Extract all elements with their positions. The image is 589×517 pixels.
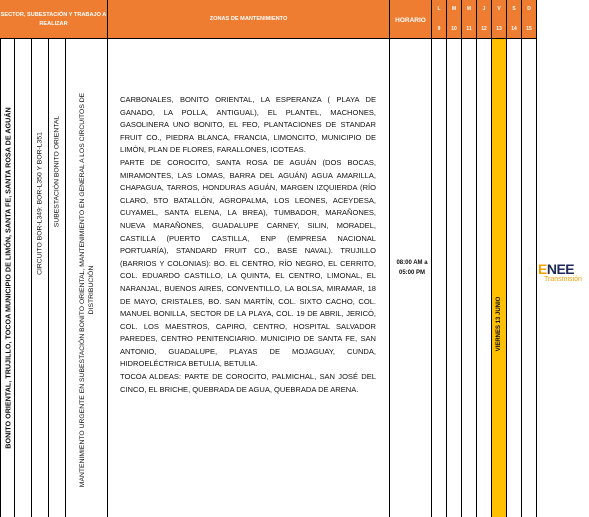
cell-day-martes xyxy=(447,39,462,517)
header-day-martes xyxy=(447,0,462,39)
enee-logo xyxy=(538,262,589,286)
dia-label: VIERNES 13 JUNIO xyxy=(496,296,502,352)
cell-day-jueves xyxy=(477,39,492,517)
header-zonas: ZONAS DE MANTENIMIENTO xyxy=(108,0,390,39)
day-letter: S xyxy=(512,6,516,12)
day-number: 9 xyxy=(437,26,441,32)
cell-empty-divider xyxy=(15,39,32,517)
sector-text: BONITO ORIENTAL, TRUJILLO, TOCOA MUNICIPIO DE LIMÓN, SANTA FE, SANTA ROSA DE AGUÁN xyxy=(3,107,12,449)
day-letter: V xyxy=(497,6,501,12)
day-letter: J xyxy=(482,6,486,12)
cell-horario xyxy=(390,39,432,517)
cell-circuito xyxy=(32,39,49,517)
day-number: 15 xyxy=(526,26,532,32)
subestacion-text: SUBESTACIÓN BONITO ORIENTAL xyxy=(53,115,61,228)
cell-day-lunes xyxy=(432,39,447,517)
day-letter: M xyxy=(451,6,457,12)
horario-fin: 05:00 PM xyxy=(398,270,425,276)
day-number: 11 xyxy=(466,26,472,32)
cell-day-domingo xyxy=(522,39,537,517)
horario-text xyxy=(392,258,432,278)
day-number: 12 xyxy=(481,26,487,32)
cell-day-sabado xyxy=(507,39,522,517)
header-sector: SECTOR, SUBESTACIÓN Y TRABAJO A REALIZAR xyxy=(0,0,108,39)
day-letter: D xyxy=(527,6,531,12)
day-number: 14 xyxy=(511,26,517,32)
cell-day-miercoles xyxy=(462,39,477,517)
circuito-text: CIRCUITO BOR-L349: BOR-L350 Y BOR-L351 xyxy=(36,132,44,275)
cell-day-viernes-highlight xyxy=(492,39,507,517)
zonas-text: CARBONALES, BONITO ORIENTAL, LA ESPERANZA ( PLAYA DE GANADO, LA POLLA, ANTIGUAL), EL PLANTEL, MACHONES, GASOLINERA UNO BONITO, EL FEO, PLANTACIONES DE STANDAR FRUIT CO., PIEDRA BLANCA, FRANCIA, LIMONCITO, MUNICIPIO DE LIMÓN, PLAN DE FLORES, FARALLONES, ICOTEAS. PARTE DE COROCITO, SANTA ROSA DE AGUÁN (DOS BOCAS, MIRAMONTES, LAS LOMAS, BARRA DEL AGUÁN) AGUA AMARILLA, CHAPAGUA, TARROS, HONDURAS AGUÁN, MARGEN IZQUIERDA (RÍO CLARO, 5TO BATALLÓN, AGROPALMA, LOS LEONES, ACEYDESA, CUYAMEL, SANTA ELENA, LA BREA), TUMBADOR, MARAÑONES, NUEVA MARAÑONES, GUADALUPE CARNEY, SILIN, MORADEL, CASTILLA (PUERTO CASTILLA, ENP (EMPRESA NACIONAL PORTUARÍA), STANDARD FRUIT CO., BASE NAVAL). TRUJILLO (BARRIOS Y COLONIAS): BO. EL CENTRO, RÍO NEGRO, EL CERRITO, COL. EDUARDO CASTILLO, LA QUINTA, EL CENTRO, LIMONAL, EL NARANJAL, BUENOS AIRES, CONVENTILLO, LA BOLSA, MIRAMAR, 18 DE MAYO, CRISTALES, BO. SAN MARTÍN, COL. SIXTO CACHO, COL. MANUEL BONILLA, SECTOR DE LA PLAYA, COL. 19 DE ABRIL, JERICÓ, COL. LOS MAESTROS, CAPIRO, CENTRO, HOSPITAL SALVADOR PAREDES, CENTRO PENITENCIARIO. MUNICIPIO DE SANTA FE, SAN ANTONIO, GUADALUPE, PLAYAS DE MOJAGUAY, CUNDA, HIDROELÉCTRICA BETULIA, BETULIA. TOCOA ALDEAS: PARTE DE COROCITO, PALMICHAL, SAN JOSÉ DEL CINCO, EL BRICHE, QUEBRADA DE AGUA, QUEBRADA DE ARENA. xyxy=(120,95,376,394)
logo-brand: ENEE xyxy=(538,261,575,277)
header-day-viernes xyxy=(492,0,507,39)
header-day-miercoles xyxy=(462,0,477,39)
cell-subestacion xyxy=(49,39,66,517)
day-number: 13 xyxy=(496,26,502,32)
day-number: 10 xyxy=(451,26,457,32)
header-day-lunes xyxy=(432,0,447,39)
cell-sector xyxy=(0,39,15,517)
day-letter: L xyxy=(437,6,441,12)
cell-trabajo xyxy=(66,39,108,517)
horario-inicio: 08:00 AM a xyxy=(396,260,428,266)
header-day-jueves xyxy=(477,0,492,39)
header-day-sabado xyxy=(507,0,522,39)
day-letter: M xyxy=(466,6,472,12)
header-horario: HORARIO xyxy=(390,0,432,39)
trabajo-text: MANTENIMIENTO URGENTE EN SUBESTACIÓN BONITO ORIENTAL, MANTENIMIENTO EN GENERAL A LOS CIRCUITOS DE DISTRIBUCIÓN xyxy=(78,92,95,488)
logo-subtitle: Transmisión xyxy=(544,276,582,283)
header-day-domingo xyxy=(522,0,537,39)
